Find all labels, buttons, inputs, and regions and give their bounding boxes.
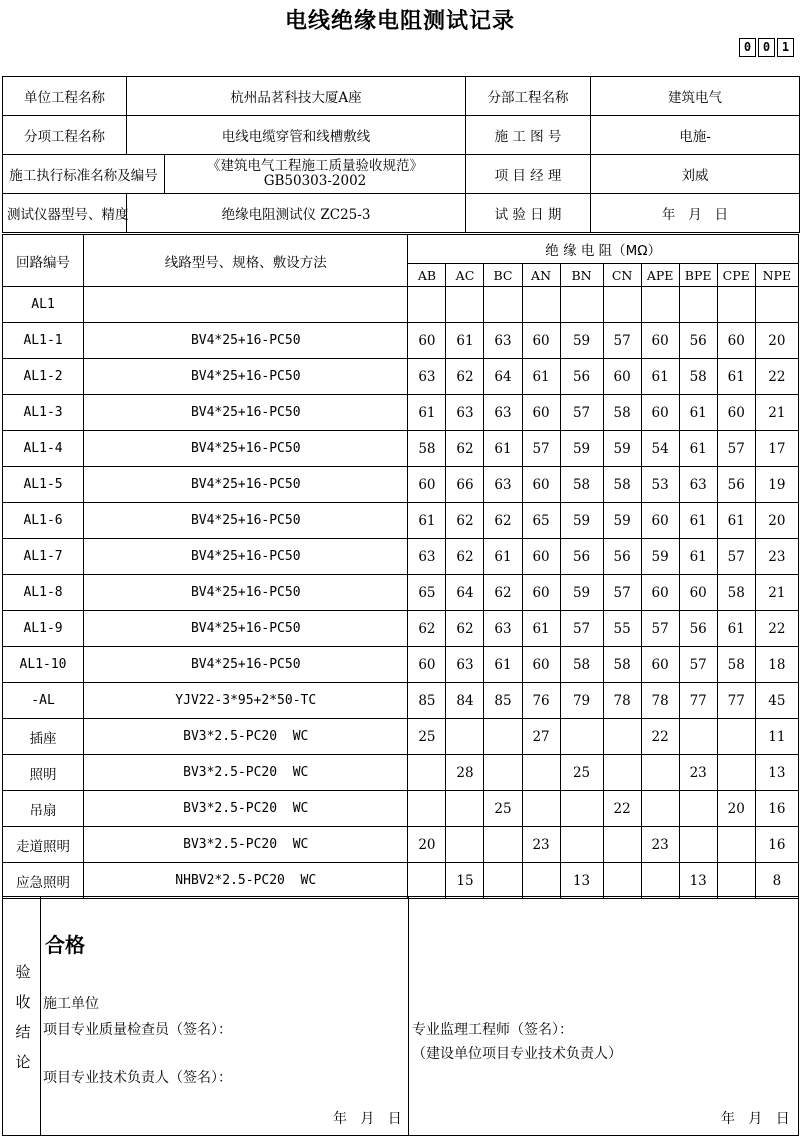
- resistance-column-header: 绝 缘 电 阻（MΩ）: [408, 235, 799, 264]
- resistance-value-cell: 61: [408, 503, 446, 539]
- manager-value: 刘威: [591, 155, 800, 194]
- resistance-value-cell: 8: [755, 863, 798, 899]
- resistance-value-cell: 25: [560, 755, 603, 791]
- resistance-subcol-header: BPE: [679, 264, 717, 287]
- resistance-value-cell: [408, 287, 446, 323]
- resistance-value-cell: 22: [755, 359, 798, 395]
- resistance-value-cell: 58: [560, 467, 603, 503]
- resistance-value-cell: [603, 755, 641, 791]
- table-row: [3, 323, 799, 359]
- resistance-value-cell: 61: [679, 431, 717, 467]
- resistance-subcol-header: CPE: [717, 264, 755, 287]
- table-row: [3, 503, 799, 539]
- table-row: [3, 575, 799, 611]
- resistance-value-cell: [679, 791, 717, 827]
- resistance-value-cell: 77: [717, 683, 755, 719]
- resistance-value-cell: [484, 863, 522, 899]
- resistance-value-cell: 23: [522, 827, 560, 863]
- resistance-table: [2, 234, 799, 899]
- circuit-id-cell: AL1-8: [3, 575, 84, 611]
- drawing-label: 施 工 图 号: [466, 116, 591, 155]
- test-date-value: 年 月 日: [591, 194, 800, 233]
- resistance-value-cell: 56: [560, 359, 603, 395]
- resistance-value-cell: 59: [560, 575, 603, 611]
- conclusion-side-label: [13, 957, 33, 1077]
- resistance-value-cell: 28: [446, 755, 484, 791]
- resistance-value-cell: [484, 755, 522, 791]
- circuit-id-cell: AL1-3: [3, 395, 84, 431]
- table-row: [3, 611, 799, 647]
- resistance-value-cell: 60: [641, 503, 679, 539]
- resistance-value-cell: 56: [603, 539, 641, 575]
- resistance-value-cell: 60: [408, 647, 446, 683]
- table-row: [3, 467, 799, 503]
- resistance-value-cell: 60: [717, 395, 755, 431]
- resistance-value-cell: 59: [560, 503, 603, 539]
- table-row: [3, 755, 799, 791]
- resistance-value-cell: [717, 719, 755, 755]
- resistance-value-cell: [408, 755, 446, 791]
- resistance-value-cell: [717, 827, 755, 863]
- resistance-value-cell: 78: [641, 683, 679, 719]
- resistance-subcol-header: CN: [603, 264, 641, 287]
- circuit-id-cell: AL1-7: [3, 539, 84, 575]
- resistance-value-cell: [603, 827, 641, 863]
- resistance-value-cell: 18: [755, 647, 798, 683]
- tech-lead-signature: 项目专业技术负责人（签名）：: [43, 1070, 232, 1086]
- resistance-value-cell: 63: [484, 395, 522, 431]
- resistance-value-cell: 58: [603, 467, 641, 503]
- division-value: 建筑电气: [591, 77, 800, 116]
- resistance-value-cell: 63: [484, 467, 522, 503]
- resistance-value-cell: [603, 863, 641, 899]
- resistance-value-cell: 79: [560, 683, 603, 719]
- table-row: [3, 647, 799, 683]
- resistance-value-cell: [603, 287, 641, 323]
- doc-number-digit: 0: [739, 38, 756, 57]
- circuit-id-cell: 走道照明: [3, 827, 84, 863]
- resistance-value-cell: 59: [641, 539, 679, 575]
- resistance-value-cell: 64: [484, 359, 522, 395]
- spec-cell: BV4*25+16-PC50: [84, 575, 408, 611]
- resistance-value-cell: 21: [755, 575, 798, 611]
- circuit-column-header: 回路编号: [3, 235, 84, 287]
- resistance-value-cell: 56: [717, 467, 755, 503]
- owner-representative: （建设单位项目专业技术负责人）: [412, 1046, 622, 1062]
- conclusion-result: 合格: [45, 933, 85, 957]
- spec-cell: BV4*25+16-PC50: [84, 323, 408, 359]
- resistance-value-cell: [717, 755, 755, 791]
- supervisor-date: 年 月 日: [721, 1111, 790, 1127]
- resistance-value-cell: [484, 287, 522, 323]
- resistance-value-cell: 61: [679, 539, 717, 575]
- date-label: 试 验 日 期: [466, 194, 591, 233]
- resistance-subcol-header: BN: [560, 264, 603, 287]
- circuit-id-cell: AL1-2: [3, 359, 84, 395]
- standard-value: [165, 155, 466, 194]
- resistance-value-cell: 20: [717, 791, 755, 827]
- circuit-id-cell: AL1-1: [3, 323, 84, 359]
- resistance-value-cell: 57: [603, 575, 641, 611]
- resistance-value-cell: 61: [717, 611, 755, 647]
- resistance-value-cell: 62: [408, 611, 446, 647]
- resistance-value-cell: 60: [408, 323, 446, 359]
- resistance-value-cell: 23: [641, 827, 679, 863]
- resistance-value-cell: 57: [717, 539, 755, 575]
- resistance-value-cell: 23: [679, 755, 717, 791]
- resistance-value-cell: [484, 719, 522, 755]
- resistance-value-cell: 20: [755, 503, 798, 539]
- standard-code: GB50303-2002: [263, 173, 367, 189]
- resistance-value-cell: 60: [522, 395, 560, 431]
- resistance-value-cell: 11: [755, 719, 798, 755]
- spec-column-header: 线路型号、规格、敷设方法: [84, 235, 408, 287]
- instrument-label: 测试仪器型号、精度: [3, 194, 127, 233]
- resistance-value-cell: 65: [522, 503, 560, 539]
- resistance-value-cell: 59: [560, 431, 603, 467]
- table-row: [3, 359, 799, 395]
- spec-cell: BV4*25+16-PC50: [84, 611, 408, 647]
- resistance-value-cell: [446, 791, 484, 827]
- resistance-value-cell: 45: [755, 683, 798, 719]
- resistance-value-cell: 60: [641, 323, 679, 359]
- resistance-value-cell: 60: [717, 323, 755, 359]
- resistance-value-cell: 61: [484, 647, 522, 683]
- spec-cell: BV3*2.5-PC20 WC: [84, 791, 408, 827]
- resistance-value-cell: [603, 719, 641, 755]
- resistance-value-cell: [446, 827, 484, 863]
- resistance-value-cell: 60: [522, 323, 560, 359]
- spec-cell: BV3*2.5-PC20 WC: [84, 755, 408, 791]
- drawing-value: 电施-: [591, 116, 800, 155]
- resistance-value-cell: 61: [717, 359, 755, 395]
- table-row: [3, 683, 799, 719]
- project-info-table: [2, 76, 800, 233]
- resistance-value-cell: 56: [679, 323, 717, 359]
- supervisor-signature: 专业监理工程师（签名）：: [412, 1022, 573, 1038]
- resistance-value-cell: 59: [603, 503, 641, 539]
- resistance-value-cell: 60: [641, 647, 679, 683]
- spec-cell: BV4*25+16-PC50: [84, 647, 408, 683]
- resistance-value-cell: 57: [560, 395, 603, 431]
- resistance-value-cell: 60: [679, 575, 717, 611]
- resistance-value-cell: [679, 827, 717, 863]
- resistance-value-cell: 61: [446, 323, 484, 359]
- resistance-value-cell: 65: [408, 575, 446, 611]
- spec-cell: BV4*25+16-PC50: [84, 467, 408, 503]
- unit-project-value: 杭州品茗科技大厦A座: [127, 77, 466, 116]
- resistance-value-cell: [522, 791, 560, 827]
- resistance-value-cell: 57: [717, 431, 755, 467]
- resistance-value-cell: 61: [717, 503, 755, 539]
- table-row: [3, 827, 799, 863]
- resistance-value-cell: 58: [560, 647, 603, 683]
- table-row: [3, 863, 799, 899]
- resistance-value-cell: 61: [484, 431, 522, 467]
- document-number: [739, 38, 794, 57]
- page-title: 电线绝缘电阻测试记录: [284, 9, 515, 34]
- resistance-value-cell: 59: [603, 431, 641, 467]
- side-char: 收: [15, 993, 31, 1011]
- resistance-value-cell: 63: [484, 611, 522, 647]
- resistance-value-cell: [641, 755, 679, 791]
- resistance-value-cell: 25: [408, 719, 446, 755]
- resistance-value-cell: 61: [484, 539, 522, 575]
- resistance-value-cell: [641, 287, 679, 323]
- resistance-value-cell: 76: [522, 683, 560, 719]
- resistance-value-cell: [560, 719, 603, 755]
- doc-number-digit: 1: [777, 38, 794, 57]
- table-row: [3, 539, 799, 575]
- resistance-value-cell: 57: [603, 323, 641, 359]
- resistance-value-cell: 63: [408, 539, 446, 575]
- resistance-value-cell: [679, 287, 717, 323]
- resistance-value-cell: [641, 791, 679, 827]
- resistance-value-cell: 17: [755, 431, 798, 467]
- resistance-value-cell: 66: [446, 467, 484, 503]
- resistance-value-cell: 63: [446, 395, 484, 431]
- standard-label: 施工执行标准名称及编号: [3, 155, 165, 194]
- resistance-value-cell: 13: [755, 755, 798, 791]
- resistance-value-cell: [522, 287, 560, 323]
- manager-label: 项 目 经 理: [466, 155, 591, 194]
- resistance-value-cell: 58: [408, 431, 446, 467]
- resistance-value-cell: 56: [560, 539, 603, 575]
- resistance-value-cell: 54: [641, 431, 679, 467]
- spec-cell: BV4*25+16-PC50: [84, 395, 408, 431]
- spec-cell: YJV22-3*95+2*50-TC: [84, 683, 408, 719]
- spec-cell: BV3*2.5-PC20 WC: [84, 719, 408, 755]
- resistance-value-cell: 61: [641, 359, 679, 395]
- resistance-value-cell: 19: [755, 467, 798, 503]
- resistance-subcol-header: AC: [446, 264, 484, 287]
- resistance-value-cell: [755, 287, 798, 323]
- resistance-value-cell: 62: [446, 359, 484, 395]
- circuit-id-cell: AL1-5: [3, 467, 84, 503]
- resistance-value-cell: [522, 863, 560, 899]
- subitem-label: 分项工程名称: [3, 116, 127, 155]
- resistance-value-cell: 58: [717, 575, 755, 611]
- table-row: [3, 719, 799, 755]
- resistance-value-cell: 16: [755, 827, 798, 863]
- resistance-value-cell: 61: [522, 611, 560, 647]
- resistance-value-cell: 63: [446, 647, 484, 683]
- resistance-value-cell: 61: [679, 395, 717, 431]
- resistance-value-cell: 58: [603, 395, 641, 431]
- resistance-value-cell: 20: [408, 827, 446, 863]
- contractor-date: 年 月 日: [333, 1111, 402, 1127]
- resistance-value-cell: 53: [641, 467, 679, 503]
- resistance-value-cell: 60: [522, 467, 560, 503]
- resistance-value-cell: [717, 863, 755, 899]
- resistance-value-cell: 25: [484, 791, 522, 827]
- resistance-value-cell: 60: [641, 575, 679, 611]
- resistance-value-cell: 63: [679, 467, 717, 503]
- resistance-value-cell: 62: [446, 539, 484, 575]
- instrument-value: 绝缘电阻测试仪 ZC25-3: [127, 194, 466, 233]
- resistance-value-cell: 59: [560, 323, 603, 359]
- resistance-value-cell: [717, 287, 755, 323]
- subitem-value: 电线电缆穿管和线槽敷线: [127, 116, 466, 155]
- resistance-value-cell: 13: [560, 863, 603, 899]
- resistance-value-cell: 22: [603, 791, 641, 827]
- circuit-id-cell: 照明: [3, 755, 84, 791]
- table-row: [3, 287, 799, 323]
- resistance-subcol-header: AB: [408, 264, 446, 287]
- spec-cell: BV4*25+16-PC50: [84, 539, 408, 575]
- spec-cell: NHBV2*2.5-PC20 WC: [84, 863, 408, 899]
- resistance-value-cell: 20: [755, 323, 798, 359]
- resistance-value-cell: 23: [755, 539, 798, 575]
- resistance-value-cell: 62: [484, 503, 522, 539]
- side-char: 验: [15, 963, 31, 981]
- resistance-value-cell: 61: [408, 395, 446, 431]
- resistance-value-cell: 55: [603, 611, 641, 647]
- resistance-subcol-header: BC: [484, 264, 522, 287]
- resistance-value-cell: 21: [755, 395, 798, 431]
- resistance-value-cell: 77: [679, 683, 717, 719]
- resistance-subcol-header: AN: [522, 264, 560, 287]
- resistance-value-cell: 57: [641, 611, 679, 647]
- resistance-value-cell: 15: [446, 863, 484, 899]
- spec-cell: BV4*25+16-PC50: [84, 503, 408, 539]
- resistance-value-cell: 60: [408, 467, 446, 503]
- spec-cell: BV4*25+16-PC50: [84, 431, 408, 467]
- table-row: [3, 791, 799, 827]
- circuit-id-cell: AL1-9: [3, 611, 84, 647]
- resistance-value-cell: 58: [717, 647, 755, 683]
- resistance-value-cell: 22: [755, 611, 798, 647]
- resistance-value-cell: 57: [560, 611, 603, 647]
- resistance-value-cell: [408, 791, 446, 827]
- spec-cell: BV3*2.5-PC20 WC: [84, 827, 408, 863]
- resistance-value-cell: 60: [641, 395, 679, 431]
- side-char: 结: [15, 1023, 31, 1041]
- qc-inspector-signature: 项目专业质量检查员（签名）：: [43, 1022, 232, 1038]
- resistance-value-cell: [560, 827, 603, 863]
- circuit-id-cell: AL1-4: [3, 431, 84, 467]
- resistance-value-cell: [446, 719, 484, 755]
- resistance-value-cell: [560, 791, 603, 827]
- resistance-value-cell: [560, 287, 603, 323]
- resistance-value-cell: 57: [522, 431, 560, 467]
- resistance-value-cell: 78: [603, 683, 641, 719]
- resistance-value-cell: 58: [679, 359, 717, 395]
- resistance-value-cell: 27: [522, 719, 560, 755]
- resistance-value-cell: [408, 863, 446, 899]
- resistance-value-cell: 13: [679, 863, 717, 899]
- spec-cell: [84, 287, 408, 323]
- resistance-value-cell: 84: [446, 683, 484, 719]
- circuit-id-cell: AL1: [3, 287, 84, 323]
- resistance-value-cell: 22: [641, 719, 679, 755]
- circuit-id-cell: 吊扇: [3, 791, 84, 827]
- resistance-value-cell: 62: [446, 611, 484, 647]
- resistance-value-cell: 58: [603, 647, 641, 683]
- resistance-value-cell: 60: [522, 575, 560, 611]
- resistance-value-cell: 64: [446, 575, 484, 611]
- resistance-subcol-header: NPE: [755, 264, 798, 287]
- resistance-value-cell: [484, 827, 522, 863]
- circuit-id-cell: -AL: [3, 683, 84, 719]
- doc-number-digit: 0: [758, 38, 775, 57]
- resistance-value-cell: 56: [679, 611, 717, 647]
- side-char: 论: [15, 1053, 31, 1071]
- resistance-subcol-header: APE: [641, 264, 679, 287]
- resistance-value-cell: 60: [522, 539, 560, 575]
- acceptance-conclusion: [2, 896, 799, 1136]
- resistance-value-cell: 85: [408, 683, 446, 719]
- resistance-value-cell: [679, 719, 717, 755]
- circuit-id-cell: AL1-10: [3, 647, 84, 683]
- resistance-value-cell: 85: [484, 683, 522, 719]
- contractor-label: 施工单位: [43, 996, 99, 1012]
- resistance-value-cell: 63: [408, 359, 446, 395]
- resistance-value-cell: 60: [522, 647, 560, 683]
- resistance-value-cell: 62: [446, 503, 484, 539]
- resistance-value-cell: [446, 287, 484, 323]
- resistance-value-cell: 57: [679, 647, 717, 683]
- table-row: [3, 395, 799, 431]
- resistance-value-cell: 62: [446, 431, 484, 467]
- resistance-value-cell: 61: [679, 503, 717, 539]
- resistance-value-cell: 61: [522, 359, 560, 395]
- unit-project-label: 单位工程名称: [3, 77, 127, 116]
- circuit-id-cell: 应急照明: [3, 863, 84, 899]
- resistance-value-cell: 63: [484, 323, 522, 359]
- table-row: [3, 431, 799, 467]
- circuit-id-cell: 插座: [3, 719, 84, 755]
- division-label: 分部工程名称: [466, 77, 591, 116]
- resistance-value-cell: [522, 755, 560, 791]
- resistance-value-cell: 62: [484, 575, 522, 611]
- resistance-value-cell: 16: [755, 791, 798, 827]
- resistance-value-cell: [641, 863, 679, 899]
- resistance-value-cell: 60: [603, 359, 641, 395]
- spec-cell: BV4*25+16-PC50: [84, 359, 408, 395]
- standard-name: 《建筑电气工程施工质量验收规范》: [207, 158, 423, 174]
- circuit-id-cell: AL1-6: [3, 503, 84, 539]
